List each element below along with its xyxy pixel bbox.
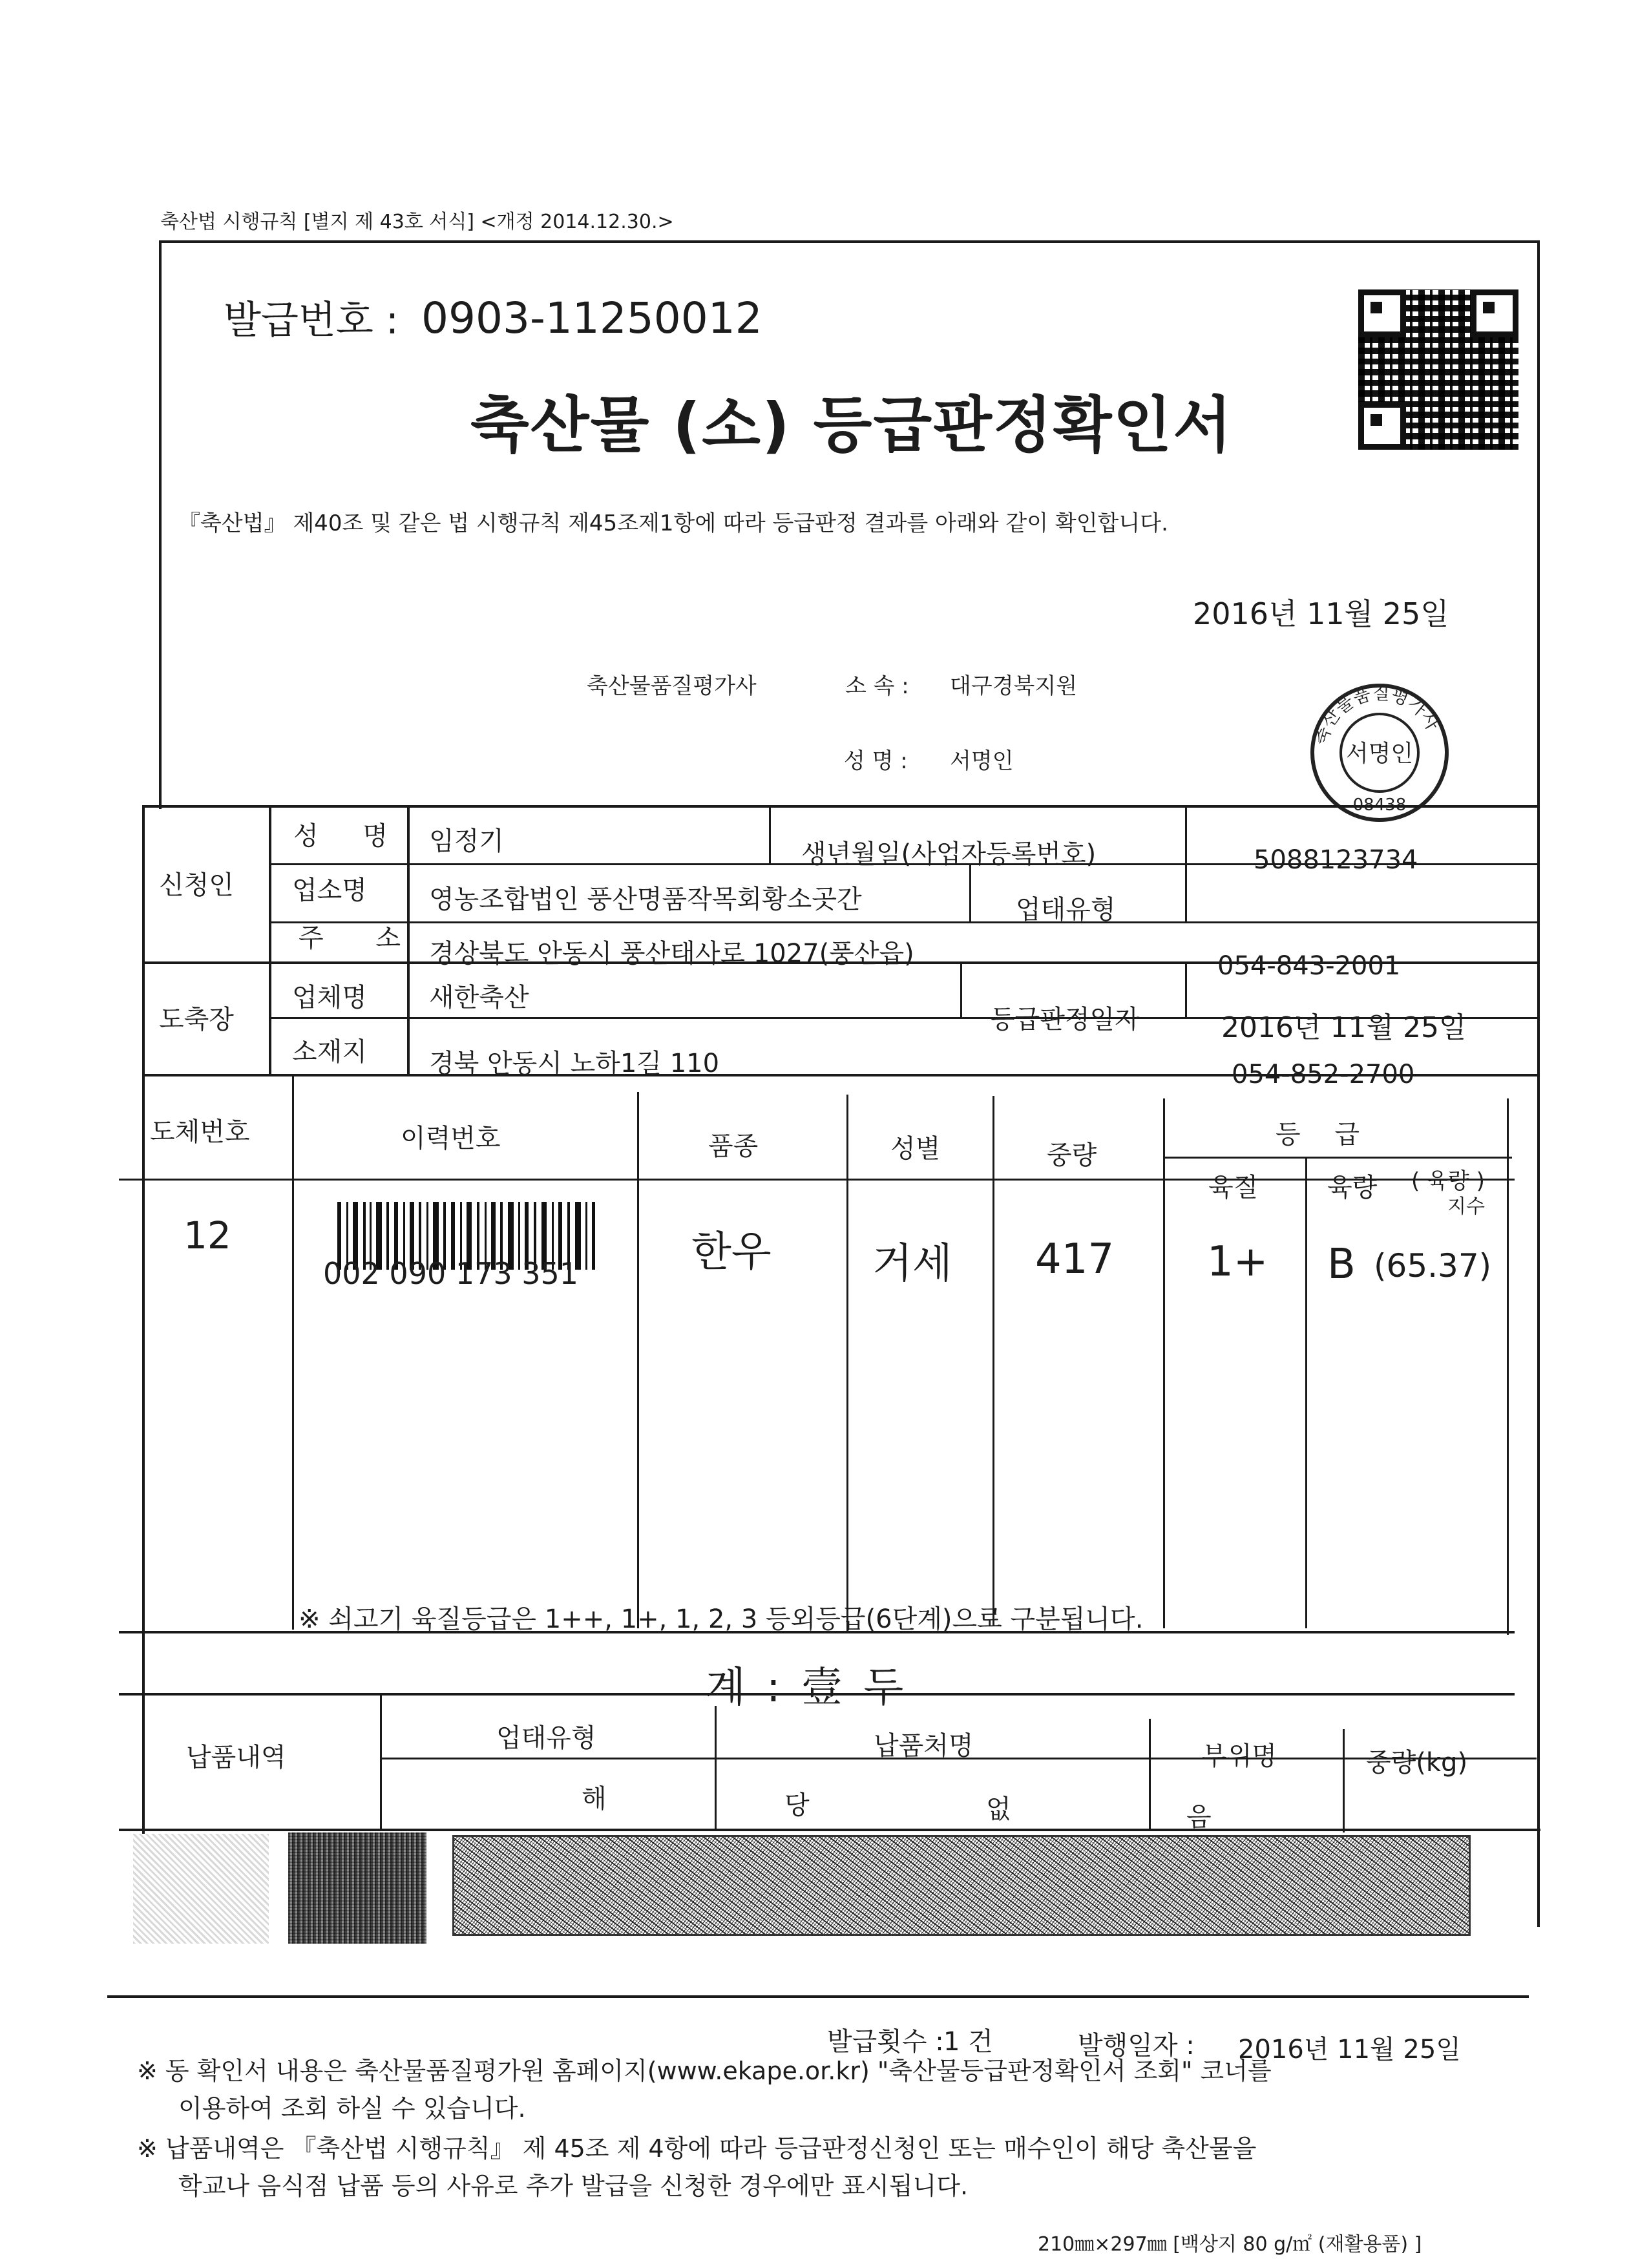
- security-pattern-icon: [452, 1835, 1471, 1936]
- delivery-part-value: 음: [1186, 1802, 1212, 1832]
- footer-note-2-continued: 학교나 음식점 납품 등의 사유로 추가 발급을 신청한 경우에만 표시됩니다.: [178, 2172, 969, 2200]
- affiliation-label: 소 속 :: [845, 673, 909, 699]
- column-divider: [380, 1693, 382, 1829]
- trace-no-value: 002 090 173 351: [323, 1256, 579, 1291]
- column-divider: [292, 1074, 294, 1630]
- column-divider: [1149, 1719, 1151, 1829]
- issue-date-label: 발행일자 :: [1078, 2031, 1195, 2061]
- document-title: 축산물 (소) 등급판정확인서: [470, 390, 1234, 461]
- column-divider: [846, 1095, 848, 1631]
- cell-divider: [960, 961, 962, 1017]
- footer-note-2: ※ 납품내역은 『축산법 시행규칙』 제 45조 제 4항에 따라 등급판정신청인 또는 매수인이 해당 축산물을: [137, 2134, 1257, 2163]
- delivery-bottom-border: [119, 1829, 1540, 1831]
- grade-subheader-divider: [1163, 1157, 1512, 1159]
- birth-value: 5088123734: [1254, 845, 1418, 875]
- cell-divider: [1185, 961, 1187, 1017]
- yield-header: 육량: [1327, 1173, 1378, 1202]
- footer-issue-date: 2016년 11월 25일: [1238, 2035, 1461, 2064]
- issue-number-label: 발급번호 :: [224, 298, 399, 343]
- company-label: 업체명: [292, 983, 367, 1013]
- yield-grade-value: B: [1327, 1241, 1356, 1288]
- breed-value: 한우: [691, 1228, 772, 1276]
- sex-header: 성별: [890, 1134, 941, 1164]
- intro-text: 『축산법』 제40조 및 같은 법 시행규칙 제45조제1항에 따라 등급판정 결과를 아래와 같이 확인합니다.: [178, 510, 1168, 536]
- issue-number: 0903-11250012: [421, 293, 762, 343]
- qr-code-icon: [1358, 289, 1518, 450]
- delivery-weight-header: 중량(kg): [1366, 1748, 1468, 1778]
- business-label: 업소명: [292, 876, 367, 905]
- delivery-top-border: [119, 1693, 1515, 1696]
- evaluator-name: 서명인: [950, 748, 1014, 774]
- delivery-biz-type-header: 업태유형: [496, 1723, 596, 1753]
- column-divider: [715, 1706, 717, 1829]
- location-value: 경북 안동시 노하1길 110: [429, 1049, 720, 1078]
- grading-date: 2016년 11월 25일: [1221, 1011, 1467, 1044]
- evaluator-label: 축산물품질평가사: [587, 673, 757, 699]
- column-divider: [1343, 1729, 1345, 1832]
- sex-value: 거세: [872, 1240, 952, 1288]
- grade-header: 등 급: [1276, 1120, 1372, 1150]
- applicant-phone: 054-843-2001: [1217, 951, 1401, 981]
- issue-count: 1 건: [943, 2027, 993, 2057]
- table-left-border: [142, 805, 145, 1929]
- column-divider: [1305, 1157, 1307, 1628]
- issue-count-label: 발급횟수 :: [827, 2027, 944, 2057]
- footer-note-1: ※ 동 확인서 내용은 축산물품질평가원 홈페이지(www.ekape.or.kr) "축산물등급판정확인서 조회" 코너를: [137, 2057, 1272, 2085]
- delivery-biz-type-value: 해: [582, 1784, 607, 1814]
- carcass-right-border: [1507, 1098, 1509, 1635]
- applicant-name-label: 성 명: [293, 821, 406, 851]
- column-divider: [993, 1096, 994, 1626]
- biz-type-label: 업태유형: [1016, 895, 1116, 925]
- total-row-top-border: [119, 1631, 1515, 1633]
- applicant-row-divider: [269, 921, 1538, 923]
- cell-divider: [969, 863, 971, 921]
- yield-index-value: (65.37): [1374, 1247, 1492, 1285]
- seal-number: 08438: [1352, 795, 1407, 815]
- cell-divider: [1185, 805, 1187, 921]
- official-seal-icon: [1307, 680, 1453, 826]
- cell-divider: [769, 805, 771, 863]
- quality-grade-value: 1+: [1207, 1238, 1268, 1286]
- affiliation-value: 대구경북지원: [950, 673, 1078, 699]
- delivery-recipient-value: 없: [986, 1794, 1011, 1824]
- applicant-name: 임정기: [429, 826, 504, 856]
- weight-header: 중량: [1047, 1140, 1097, 1170]
- evaluator-name-label: 성 명 :: [844, 748, 908, 774]
- delivery-section-label: 납품내역: [186, 1743, 286, 1772]
- form-reference-note: 축산법 시행규칙 [별지 제 43호 서식] <개정 2014.12.30.>: [160, 211, 674, 233]
- frame-left-border: [159, 240, 162, 809]
- slaughterhouse-section-label: 도축장: [159, 1005, 234, 1034]
- breed-header: 품종: [708, 1131, 759, 1161]
- company-value: 새한축산: [429, 983, 529, 1013]
- delivery-recipient-value: 당: [784, 1790, 810, 1820]
- quality-header: 육질: [1208, 1173, 1259, 1202]
- security-pattern-icon: [288, 1832, 426, 1944]
- seal-top-text: 축산물품질평가사: [1309, 682, 1444, 748]
- carcass-no-header: 도체번호: [150, 1117, 250, 1147]
- frame-top-border: [159, 240, 1539, 243]
- address-value: 경상북도 안동시 풍산태사로 1027(풍산읍): [429, 939, 914, 969]
- footer-note-1-continued: 이용하여 조회 하실 수 있습니다.: [178, 2094, 526, 2123]
- seal-center-text: 서명인: [1345, 740, 1414, 767]
- security-pattern-icon: [133, 1834, 269, 1944]
- slaughterhouse-phone: 054-852-2700: [1232, 1060, 1415, 1089]
- column-divider: [1163, 1098, 1165, 1628]
- frame-right-border: [1537, 240, 1540, 1927]
- business-name: 영농조합법인 풍산명품작목회황소곳간: [429, 885, 862, 914]
- applicant-section-label: 신청인: [159, 870, 234, 900]
- location-label: 소재지: [292, 1037, 367, 1067]
- trace-no-header: 이력번호: [401, 1124, 501, 1153]
- yield-index-header: ( 육량 ): [1411, 1168, 1485, 1194]
- birth-label: 생년월일(사업자등록번호): [801, 839, 1097, 869]
- carcass-header-bottom-border: [119, 1179, 1515, 1181]
- applicant-label-divider: [269, 805, 271, 1074]
- delivery-part-header: 부위명: [1202, 1741, 1277, 1771]
- address-label: 주 소: [299, 923, 423, 953]
- delivery-recipient-header: 납품처명: [874, 1731, 974, 1761]
- issue-date: 2016년 11월 25일: [1193, 596, 1449, 631]
- column-divider: [637, 1092, 639, 1628]
- paper-spec: 210㎜×297㎜ [백상지 80 g/㎡ (재활용품) ]: [1038, 2233, 1422, 2256]
- total-count: 계 : 壹 두: [706, 1664, 908, 1712]
- weight-value: 417: [1035, 1235, 1115, 1283]
- document-bottom-border: [107, 1995, 1529, 1998]
- yield-index-subheader: 지수: [1447, 1195, 1485, 1218]
- grading-date-label: 등급판정일자: [990, 1005, 1140, 1034]
- grade-note: ※ 쇠고기 육질등급은 1++, 1+, 1, 2, 3 등외등급(6단계)으로 구분됩니다.: [299, 1604, 1144, 1634]
- carcass-no-value: 12: [184, 1213, 231, 1257]
- applicant-block-top-border: [142, 805, 1538, 808]
